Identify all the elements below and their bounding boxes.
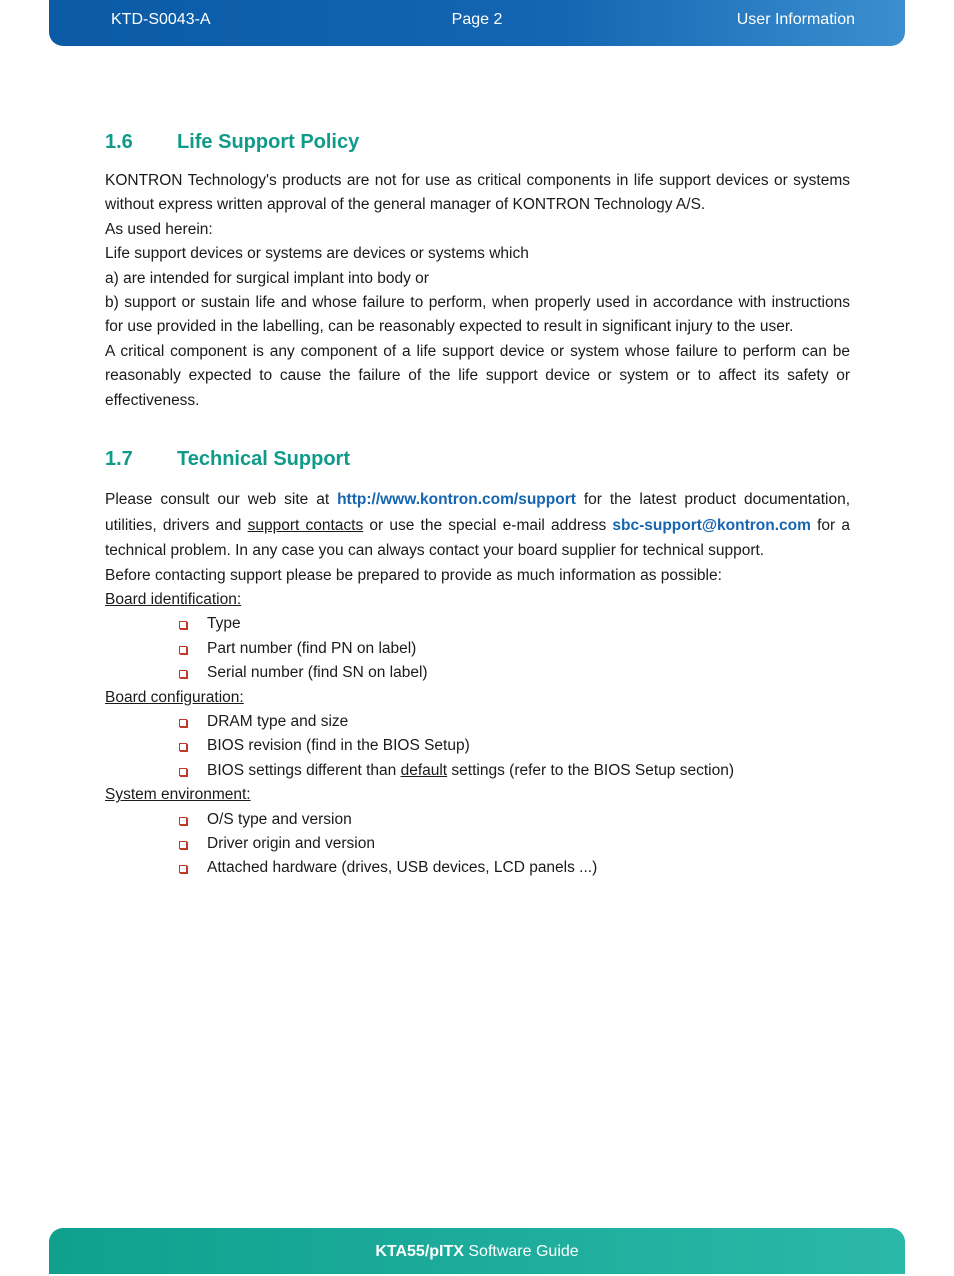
- checkbox-bullet-icon: [179, 865, 187, 873]
- list-item: [179, 808, 850, 832]
- header-section: User Information: [736, 11, 855, 28]
- text: BIOS revision (find in the BIOS Setup): [207, 737, 470, 755]
- checkbox-bullet-icon: [179, 719, 187, 727]
- system-environment-list: [105, 808, 850, 881]
- list-item: [179, 759, 850, 783]
- text: Driver origin and version: [207, 834, 375, 852]
- support-email-link[interactable]: sbc-support@kontron.com: [612, 516, 811, 534]
- text: settings (refer to the BIOS Setup section): [447, 761, 735, 779]
- system-environment-label: System environment:: [105, 786, 251, 804]
- text: Type: [207, 615, 241, 633]
- text: Part number (find PN on label): [207, 639, 417, 657]
- paragraph: A critical component is any component of a life support device or system whose failure to perform can be reasonably expected to cause the failure of the life support device or system or to affect its safety or effectiveness.: [105, 342, 850, 409]
- text: DRAM type and size: [207, 712, 349, 730]
- checkbox-bullet-icon: [179, 768, 187, 776]
- default-term: default: [400, 761, 448, 779]
- text: or use the special e-mail address: [363, 516, 613, 534]
- checkbox-bullet-icon: [179, 670, 187, 678]
- board-configuration-list: [105, 710, 850, 783]
- text: Attached hardware (drives, USB devices, LCD panels ...): [207, 859, 598, 877]
- heading-number: 1.7: [105, 448, 133, 470]
- checkbox-bullet-icon: [179, 817, 187, 825]
- list-item: [179, 710, 850, 734]
- paragraph: As used herein:: [105, 220, 213, 238]
- paragraph: KONTRON Technology's products are not for use as critical components in life support devices or systems without express written approval of the general manager of KONTRON Technology A/S.: [105, 172, 850, 214]
- product-name: KTA55/pITX: [375, 1243, 464, 1260]
- text: for a technical problem. In any case you can always contact your board supplier for technical support.: [105, 516, 850, 559]
- list-item: [179, 612, 850, 636]
- heading-life-support: [105, 131, 359, 154]
- paragraph: Before contacting support please be prepared to provide as much information as possible:: [105, 566, 722, 584]
- checkbox-bullet-icon: [179, 646, 187, 654]
- text: BIOS settings different than: [207, 761, 401, 779]
- board-identification-list: [105, 612, 850, 685]
- text: Serial number (find SN on label): [207, 664, 428, 682]
- technical-support-body: [105, 487, 850, 881]
- list-item: [179, 832, 850, 856]
- list-item: [179, 734, 850, 758]
- life-support-body: [105, 169, 850, 413]
- support-web-link[interactable]: http://www.kontron.com/support: [337, 491, 576, 508]
- heading-technical-support: [105, 448, 350, 471]
- list-item: [179, 661, 850, 685]
- checkbox-bullet-icon: [179, 621, 187, 629]
- checkbox-bullet-icon: [179, 743, 187, 751]
- board-identification-label: Board identification:: [105, 590, 242, 608]
- text: O/S type and version: [207, 810, 352, 828]
- paragraph: Life support devices or systems are devices or systems which: [105, 245, 529, 263]
- page-footer: [49, 1228, 905, 1274]
- guide-label: Software Guide: [463, 1243, 579, 1260]
- list-item: [179, 856, 850, 880]
- list-item: [179, 637, 850, 661]
- board-configuration-label: Board configuration:: [105, 688, 244, 706]
- paragraph: a) are intended for surgical implant into body or: [105, 269, 429, 287]
- text: Please consult our web site at: [105, 491, 338, 508]
- support-contacts-link[interactable]: support contacts: [247, 516, 364, 534]
- doc-id: KTD-S0043-A: [111, 11, 211, 28]
- text: for the latest product documentation, utilities, drivers and: [105, 491, 851, 534]
- support-intro: [105, 487, 850, 564]
- checkbox-bullet-icon: [179, 841, 187, 849]
- heading-number: 1.6: [105, 131, 133, 153]
- page-header: [49, 0, 905, 46]
- heading-title: Life Support Policy: [177, 131, 360, 153]
- paragraph: b) support or sustain life and whose failure to perform, when properly used in accordance with instructions for use provided in the labelling, can be reasonably expected to result in significant injury to the user.: [105, 294, 850, 336]
- page-number: Page 2: [451, 11, 503, 28]
- heading-title: Technical Support: [177, 448, 350, 470]
